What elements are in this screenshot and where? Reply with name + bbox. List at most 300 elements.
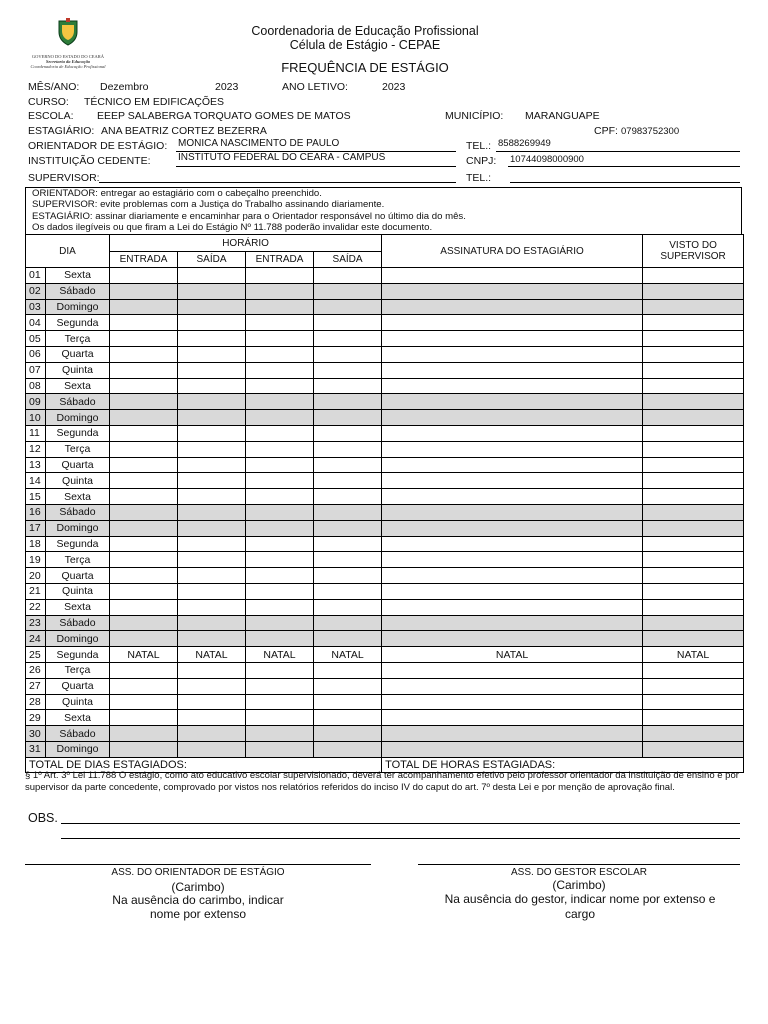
saida1-cell[interactable] xyxy=(178,536,246,552)
assinatura-cell[interactable] xyxy=(382,346,643,362)
entrada2-cell[interactable] xyxy=(246,441,314,457)
day-number: 03 xyxy=(26,299,46,315)
entrada2-cell[interactable] xyxy=(246,346,314,362)
saida2-cell[interactable] xyxy=(314,678,382,694)
visto-cell[interactable] xyxy=(643,410,744,426)
cnpj-underline xyxy=(508,166,740,167)
orientador-note: Na ausência do carimbo, indicar nome por extenso xyxy=(112,893,284,921)
day-number: 24 xyxy=(26,631,46,647)
entrada1-cell[interactable] xyxy=(110,457,178,473)
entrada2-cell[interactable] xyxy=(246,268,314,284)
day-name: Terça xyxy=(46,552,110,568)
day-number: 09 xyxy=(26,394,46,410)
saida1-cell[interactable] xyxy=(178,473,246,489)
saida2-cell[interactable] xyxy=(314,615,382,631)
day-number: 06 xyxy=(26,346,46,362)
entrada2-cell[interactable] xyxy=(246,299,314,315)
entrada2-cell[interactable] xyxy=(246,362,314,378)
entrada1-cell[interactable] xyxy=(110,441,178,457)
visto-cell[interactable] xyxy=(643,662,744,678)
entrada2-cell[interactable] xyxy=(246,425,314,441)
entrada1-cell[interactable] xyxy=(110,299,178,315)
assinatura-cell[interactable] xyxy=(382,299,643,315)
assinatura-cell[interactable] xyxy=(382,536,643,552)
assinatura-cell[interactable] xyxy=(382,331,643,347)
assinatura-cell[interactable] xyxy=(382,520,643,536)
saida1-cell[interactable] xyxy=(178,504,246,520)
municipio-value[interactable]: MARANGUAPE xyxy=(525,110,600,122)
entrada1-cell[interactable] xyxy=(110,662,178,678)
entrada2-cell[interactable] xyxy=(246,552,314,568)
day-name: Sábado xyxy=(46,726,110,742)
visto-cell[interactable] xyxy=(643,520,744,536)
saida1-cell[interactable] xyxy=(178,710,246,726)
day-name: Sexta xyxy=(46,489,110,505)
saida1-cell[interactable] xyxy=(178,568,246,584)
entrada1-cell[interactable] xyxy=(110,410,178,426)
obs-line-1[interactable] xyxy=(61,823,740,824)
day-number: 20 xyxy=(26,568,46,584)
visto-cell[interactable] xyxy=(643,425,744,441)
table-row xyxy=(26,473,744,489)
saida1-cell[interactable] xyxy=(178,425,246,441)
visto-cell[interactable] xyxy=(643,331,744,347)
obs-line-2[interactable] xyxy=(61,838,740,839)
instruction-supervisor: SUPERVISOR: evite problemas com a Justiça do Trabalho assinando diariamente. xyxy=(32,199,385,211)
day-name: Sexta xyxy=(46,710,110,726)
saida1-cell[interactable] xyxy=(178,694,246,710)
estagiario-label: ESTAGIÁRIO: xyxy=(28,125,95,137)
assinatura-cell[interactable] xyxy=(382,457,643,473)
gestor-carimbo: (Carimbo) xyxy=(552,878,606,892)
table-row xyxy=(26,552,744,568)
saida2-cell[interactable] xyxy=(314,331,382,347)
entrada2-cell[interactable] xyxy=(246,599,314,615)
day-name: Domingo xyxy=(46,631,110,647)
entrada1-cell[interactable] xyxy=(110,552,178,568)
entrada1-cell[interactable] xyxy=(110,378,178,394)
day-number: 02 xyxy=(26,283,46,299)
assinatura-cell[interactable] xyxy=(382,283,643,299)
entrada2-cell[interactable] xyxy=(246,583,314,599)
day-number: 04 xyxy=(26,315,46,331)
saida2-cell[interactable] xyxy=(314,457,382,473)
day-name: Sexta xyxy=(46,268,110,284)
ano-value[interactable]: 2023 xyxy=(215,81,239,93)
day-number: 10 xyxy=(26,410,46,426)
day-number: 08 xyxy=(26,378,46,394)
assinatura-cell[interactable] xyxy=(382,726,643,742)
visto-cell[interactable] xyxy=(643,741,744,757)
entrada1-cell[interactable] xyxy=(110,520,178,536)
day-name: Terça xyxy=(46,331,110,347)
saida2-cell[interactable] xyxy=(314,694,382,710)
visto-cell[interactable] xyxy=(643,726,744,742)
visto-cell[interactable] xyxy=(643,394,744,410)
horario-header: HORÁRIO xyxy=(110,235,382,252)
entrada2-cell[interactable]: NATAL xyxy=(246,647,314,663)
instruction-legal: Os dados ilegíveis ou que firam a Lei do Estágio Nº 11.788 poderão invalidar este documento. xyxy=(32,221,433,233)
saida1-cell[interactable] xyxy=(178,331,246,347)
table-row xyxy=(26,599,744,615)
day-name: Quinta xyxy=(46,694,110,710)
instituicao-value[interactable]: INSTITUTO FEDERAL DO CEARA - CAMPUS xyxy=(178,152,386,163)
saida2-cell[interactable] xyxy=(314,362,382,378)
assinatura-cell[interactable] xyxy=(382,394,643,410)
escola-value[interactable]: EEEP SALABERGA TORQUATO GOMES DE MATOS xyxy=(97,110,351,122)
entrada1-cell[interactable] xyxy=(110,568,178,584)
entrada1-cell[interactable]: NATAL xyxy=(110,647,178,663)
attendance-rows xyxy=(26,268,744,758)
day-name: Segunda xyxy=(46,647,110,663)
assinatura-cell[interactable] xyxy=(382,694,643,710)
assinatura-cell[interactable] xyxy=(382,410,643,426)
day-name: Sábado xyxy=(46,504,110,520)
day-name: Domingo xyxy=(46,520,110,536)
table-row xyxy=(26,489,744,505)
assinatura-cell[interactable] xyxy=(382,425,643,441)
table-row xyxy=(26,647,744,663)
entrada1-cell[interactable] xyxy=(110,615,178,631)
visto-cell[interactable] xyxy=(643,299,744,315)
day-number: 01 xyxy=(26,268,46,284)
entrada2-cell[interactable] xyxy=(246,410,314,426)
day-number: 11 xyxy=(26,425,46,441)
assinatura-cell[interactable] xyxy=(382,583,643,599)
saida1-cell[interactable] xyxy=(178,552,246,568)
visto-cell[interactable] xyxy=(643,473,744,489)
assinatura-cell[interactable]: NATAL xyxy=(382,647,643,663)
day-name: Quarta xyxy=(46,568,110,584)
cnpj-label: CNPJ: xyxy=(466,155,497,167)
table-row xyxy=(26,710,744,726)
saida1-cell[interactable] xyxy=(178,394,246,410)
instruction-orientador: ORIENTADOR: entregar ao estagiário com o cabeçalho preenchido. xyxy=(32,188,322,199)
assinatura-cell[interactable] xyxy=(382,504,643,520)
government-logo xyxy=(25,18,111,72)
gestor-signature-line[interactable] xyxy=(418,864,740,865)
saida1-cell[interactable] xyxy=(178,346,246,362)
visto-cell[interactable] xyxy=(643,678,744,694)
visto-cell[interactable] xyxy=(643,268,744,284)
entrada1-cell[interactable] xyxy=(110,504,178,520)
visto-cell[interactable] xyxy=(643,362,744,378)
total-dias-label: TOTAL DE DIAS ESTAGIADOS: xyxy=(26,757,382,772)
table-row xyxy=(26,331,744,347)
entrada1-cell[interactable] xyxy=(110,678,178,694)
entrada1-cell[interactable] xyxy=(110,694,178,710)
entrada2-cell[interactable] xyxy=(246,678,314,694)
entrada1-cell[interactable] xyxy=(110,726,178,742)
visto-cell[interactable] xyxy=(643,615,744,631)
visto-cell[interactable] xyxy=(643,346,744,362)
saida2-cell[interactable] xyxy=(314,441,382,457)
entrada2-cell[interactable] xyxy=(246,615,314,631)
day-name: Domingo xyxy=(46,299,110,315)
entrada2-cell[interactable] xyxy=(246,568,314,584)
logo-coordenadoria: Coordenadoria de Educação Profissional xyxy=(30,64,106,69)
visto-cell[interactable] xyxy=(643,583,744,599)
entrada1-cell[interactable] xyxy=(110,315,178,331)
saida2-cell[interactable] xyxy=(314,283,382,299)
entrada1-cell[interactable] xyxy=(110,599,178,615)
entrada1-cell[interactable] xyxy=(110,425,178,441)
saida2-cell[interactable] xyxy=(314,568,382,584)
visto-cell[interactable] xyxy=(643,568,744,584)
entrada2-header: ENTRADA xyxy=(246,252,314,268)
table-row xyxy=(26,346,744,362)
saida1-header: SAÍDA xyxy=(178,252,246,268)
entrada1-header: ENTRADA xyxy=(110,252,178,268)
saida2-cell[interactable] xyxy=(314,726,382,742)
assinatura-cell[interactable] xyxy=(382,615,643,631)
day-number: 13 xyxy=(26,457,46,473)
cnpj-value[interactable]: 10744098000900 xyxy=(510,154,584,165)
entrada2-cell[interactable] xyxy=(246,536,314,552)
day-number: 28 xyxy=(26,694,46,710)
saida2-cell[interactable] xyxy=(314,710,382,726)
visto-cell[interactable] xyxy=(643,694,744,710)
table-row xyxy=(26,726,744,742)
assinatura-cell[interactable] xyxy=(382,362,643,378)
table-row xyxy=(26,631,744,647)
ano-letivo-label: ANO LETIVO: xyxy=(282,81,348,93)
saida1-cell[interactable] xyxy=(178,378,246,394)
entrada2-cell[interactable] xyxy=(246,283,314,299)
saida2-cell[interactable] xyxy=(314,662,382,678)
visto-cell[interactable]: NATAL xyxy=(643,647,744,663)
saida2-cell[interactable] xyxy=(314,410,382,426)
saida1-cell[interactable] xyxy=(178,410,246,426)
table-row xyxy=(26,362,744,378)
entrada2-cell[interactable] xyxy=(246,315,314,331)
saida1-cell[interactable] xyxy=(178,489,246,505)
orientador-value[interactable]: MONICA NASCIMENTO DE PAULO xyxy=(178,138,340,149)
saida2-cell[interactable] xyxy=(314,299,382,315)
entrada2-cell[interactable] xyxy=(246,504,314,520)
day-number: 16 xyxy=(26,504,46,520)
assinatura-cell[interactable] xyxy=(382,631,643,647)
entrada1-cell[interactable] xyxy=(110,536,178,552)
day-number: 15 xyxy=(26,489,46,505)
day-name: Sexta xyxy=(46,599,110,615)
entrada1-cell[interactable] xyxy=(110,631,178,647)
day-number: 30 xyxy=(26,726,46,742)
saida2-cell[interactable] xyxy=(314,741,382,757)
entrada1-cell[interactable] xyxy=(110,473,178,489)
curso-value[interactable]: TÉCNICO EM EDIFICAÇÕES xyxy=(84,96,225,108)
table-row xyxy=(26,678,744,694)
entrada2-cell[interactable] xyxy=(246,473,314,489)
entrada1-cell[interactable] xyxy=(110,741,178,757)
entrada1-cell[interactable] xyxy=(110,283,178,299)
visto-cell[interactable] xyxy=(643,631,744,647)
saida2-cell[interactable] xyxy=(314,583,382,599)
entrada2-cell[interactable] xyxy=(246,662,314,678)
entrada2-cell[interactable] xyxy=(246,394,314,410)
total-horas-label: TOTAL DE HORAS ESTAGIADAS: xyxy=(382,757,744,772)
entrada1-cell[interactable] xyxy=(110,331,178,347)
instructions-box xyxy=(25,187,742,234)
saida2-cell[interactable] xyxy=(314,473,382,489)
day-name: Sexta xyxy=(46,378,110,394)
table-row xyxy=(26,441,744,457)
assinatura-cell[interactable] xyxy=(382,441,643,457)
orientador-signature-line[interactable] xyxy=(25,864,371,865)
assinatura-cell[interactable] xyxy=(382,678,643,694)
saida1-cell[interactable] xyxy=(178,726,246,742)
ano-letivo-value[interactable]: 2023 xyxy=(382,81,406,93)
estagiario-value[interactable]: ANA BEATRIZ CORTEZ BEZERRA xyxy=(101,125,267,137)
assinatura-cell[interactable] xyxy=(382,599,643,615)
assinatura-cell[interactable] xyxy=(382,473,643,489)
visto-cell[interactable] xyxy=(643,710,744,726)
gestor-note: Na ausência do gestor, indicar nome por extenso e cargo xyxy=(444,892,716,921)
saida2-cell[interactable] xyxy=(314,599,382,615)
orientador-label: ORIENTADOR DE ESTÁGIO: xyxy=(28,140,168,152)
visto-cell[interactable] xyxy=(643,599,744,615)
saida1-cell[interactable]: NATAL xyxy=(178,647,246,663)
entrada1-cell[interactable] xyxy=(110,489,178,505)
day-name: Quarta xyxy=(46,457,110,473)
saida1-cell[interactable] xyxy=(178,520,246,536)
day-number: 26 xyxy=(26,662,46,678)
tel-label: TEL.: xyxy=(466,140,492,152)
instituicao-label: INSTITUIÇÃO CEDENTE: xyxy=(28,155,151,167)
gestor-signature-title: ASS. DO GESTOR ESCOLAR xyxy=(511,867,647,878)
supervisor-underline xyxy=(99,182,456,183)
visto-cell[interactable] xyxy=(643,504,744,520)
entrada1-cell[interactable] xyxy=(110,346,178,362)
assinatura-cell[interactable] xyxy=(382,268,643,284)
dia-header: DIA xyxy=(26,235,110,268)
assinatura-cell[interactable] xyxy=(382,662,643,678)
day-number: 17 xyxy=(26,520,46,536)
saida1-cell[interactable] xyxy=(178,741,246,757)
day-number: 21 xyxy=(26,583,46,599)
visto-cell[interactable] xyxy=(643,489,744,505)
logo-secretaria: Secretaria da Educação xyxy=(45,59,91,64)
tel2-underline xyxy=(510,182,740,183)
entrada1-cell[interactable] xyxy=(110,583,178,599)
page-title: FREQUÊNCIA DE ESTÁGIO xyxy=(281,60,449,75)
logo-state-name: GOVERNO DO ESTADO DO CEARÁ xyxy=(31,54,105,59)
instruction-estagiario: ESTAGIÁRIO: assinar diariamente e encaminhar para o Orientador responsável no último dia do mês. xyxy=(32,210,466,222)
saida2-cell[interactable] xyxy=(314,425,382,441)
saida2-cell[interactable] xyxy=(314,394,382,410)
saida1-cell[interactable] xyxy=(178,599,246,615)
assinatura-cell[interactable] xyxy=(382,489,643,505)
assinatura-cell[interactable] xyxy=(382,568,643,584)
day-number: 07 xyxy=(26,362,46,378)
assinatura-cell[interactable] xyxy=(382,552,643,568)
saida1-cell[interactable] xyxy=(178,631,246,647)
visto-header: VISTO DO SUPERVISOR xyxy=(643,235,744,268)
day-name: Quarta xyxy=(46,678,110,694)
table-row xyxy=(26,283,744,299)
entrada2-cell[interactable] xyxy=(246,694,314,710)
day-number: 05 xyxy=(26,331,46,347)
saida2-cell[interactable] xyxy=(314,378,382,394)
saida2-cell[interactable] xyxy=(314,268,382,284)
saida2-cell[interactable] xyxy=(314,346,382,362)
visto-cell[interactable] xyxy=(643,315,744,331)
cpf-value[interactable]: 07983752300 xyxy=(621,126,680,137)
entrada1-cell[interactable] xyxy=(110,362,178,378)
entrada1-cell[interactable] xyxy=(110,394,178,410)
table-row xyxy=(26,741,744,757)
table-row xyxy=(26,583,744,599)
entrada1-cell[interactable] xyxy=(110,268,178,284)
orientador-carimbo: (Carimbo) xyxy=(171,880,225,894)
entrada1-cell[interactable] xyxy=(110,710,178,726)
day-name: Quinta xyxy=(46,473,110,489)
saida1-cell[interactable] xyxy=(178,362,246,378)
tel-underline xyxy=(496,151,740,152)
entrada2-cell[interactable] xyxy=(246,741,314,757)
saida2-cell[interactable] xyxy=(314,489,382,505)
saida2-cell[interactable] xyxy=(314,315,382,331)
mes-value[interactable]: Dezembro xyxy=(100,81,149,93)
day-number: 23 xyxy=(26,615,46,631)
day-number: 14 xyxy=(26,473,46,489)
tel-value[interactable]: 8588269949 xyxy=(498,138,551,149)
visto-cell[interactable] xyxy=(643,441,744,457)
saida2-cell[interactable] xyxy=(314,536,382,552)
table-row xyxy=(26,615,744,631)
saida1-cell[interactable] xyxy=(178,315,246,331)
escola-label: ESCOLA: xyxy=(28,110,74,122)
saida2-cell[interactable]: NATAL xyxy=(314,647,382,663)
saida1-cell[interactable] xyxy=(178,441,246,457)
visto-cell[interactable] xyxy=(643,283,744,299)
saida1-cell[interactable] xyxy=(178,583,246,599)
saida1-cell[interactable] xyxy=(178,457,246,473)
assinatura-cell[interactable] xyxy=(382,315,643,331)
entrada2-cell[interactable] xyxy=(246,489,314,505)
visto-cell[interactable] xyxy=(643,378,744,394)
saida1-cell[interactable] xyxy=(178,662,246,678)
saida1-cell[interactable] xyxy=(178,615,246,631)
saida1-cell[interactable] xyxy=(178,268,246,284)
entrada2-cell[interactable] xyxy=(246,457,314,473)
entrada2-cell[interactable] xyxy=(246,331,314,347)
cpf-label: CPF: xyxy=(594,125,618,137)
visto-cell[interactable] xyxy=(643,457,744,473)
assinatura-cell[interactable] xyxy=(382,710,643,726)
saida2-cell[interactable] xyxy=(314,520,382,536)
entrada2-cell[interactable] xyxy=(246,378,314,394)
saida1-cell[interactable] xyxy=(178,678,246,694)
entrada2-cell[interactable] xyxy=(246,710,314,726)
day-name: Terça xyxy=(46,441,110,457)
visto-cell[interactable] xyxy=(643,536,744,552)
entrada2-cell[interactable] xyxy=(246,726,314,742)
obs-label: OBS. xyxy=(28,811,58,825)
visto-cell[interactable] xyxy=(643,552,744,568)
saida1-cell[interactable] xyxy=(178,283,246,299)
saida1-cell[interactable] xyxy=(178,299,246,315)
saida2-cell[interactable] xyxy=(314,631,382,647)
saida2-cell[interactable] xyxy=(314,552,382,568)
entrada2-cell[interactable] xyxy=(246,520,314,536)
day-number: 12 xyxy=(26,441,46,457)
assinatura-cell[interactable] xyxy=(382,378,643,394)
saida2-cell[interactable] xyxy=(314,504,382,520)
day-name: Domingo xyxy=(46,410,110,426)
assinatura-cell[interactable] xyxy=(382,741,643,757)
entrada2-cell[interactable] xyxy=(246,631,314,647)
